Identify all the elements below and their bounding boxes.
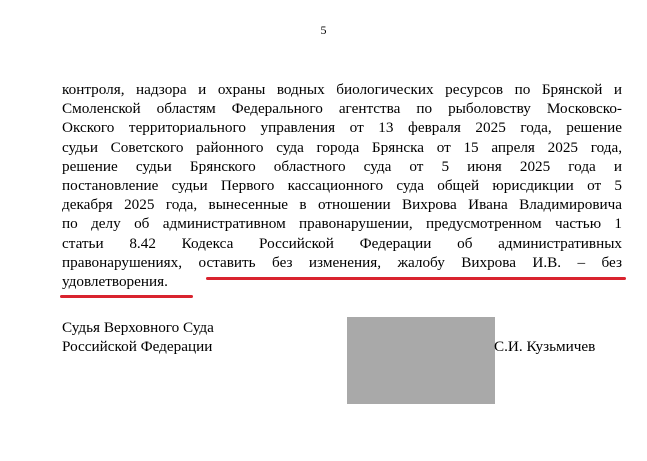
signature-title-line: Российской Федерации [62, 338, 213, 356]
body-line: декабря 2025 года, вынесенные в отношении Вихрова Ивана Владимировича [62, 196, 622, 214]
signature-title-line: Судья Верховного Суда [62, 319, 214, 336]
page-number: 5 [320, 23, 327, 37]
body-line: Смоленской областям Федерального агентства по рыболовству Московско- [62, 100, 622, 118]
body-line: постановление судьи Первого кассационного суда общей юрисдикции от 5 [62, 177, 622, 195]
judge-name: С.И. Кузьмичев [494, 338, 596, 355]
signature-title [62, 318, 214, 356]
body-line: по делу об административном правонарушении, предусмотренном частью 1 [62, 215, 622, 233]
redacted-signature [347, 317, 495, 404]
body-line: контроля, надзора и охраны водных биологических ресурсов по Брянской и [62, 81, 622, 98]
highlight-underline [206, 277, 626, 280]
body-line: судьи Советского районного суда города Брянска от 15 апреля 2025 года, [62, 138, 622, 156]
highlight-underline [60, 295, 193, 298]
body-line: правонарушениях, оставить без изменения, жалобу Вихрова И.В. – без [62, 253, 622, 271]
body-line: Окского территориального управления от 13 февраля 2025 года, решение [62, 119, 622, 137]
document-body [62, 80, 622, 291]
body-line: статьи 8.42 Кодекса Российской Федерации об административных [62, 234, 622, 252]
body-line: удовлетворения. [62, 273, 168, 291]
body-line: решение судьи Брянского областного суда от 5 июня 2025 года и [62, 157, 622, 175]
